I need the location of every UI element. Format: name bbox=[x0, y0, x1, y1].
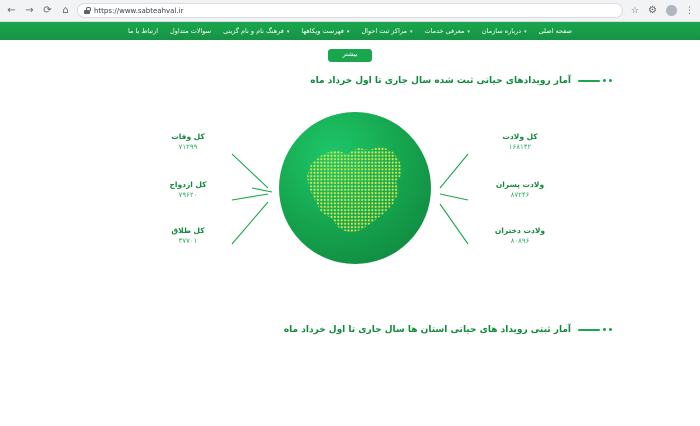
chevron-down-icon: ▾ bbox=[467, 29, 470, 35]
stat-label: ولادت دختران bbox=[494, 225, 546, 235]
chevron-down-icon: ▾ bbox=[524, 29, 527, 35]
forward-arrow-icon[interactable]: → bbox=[25, 5, 34, 16]
kebab-menu-icon[interactable]: ⋮ bbox=[685, 5, 694, 16]
nav-item-registration-centers[interactable] bbox=[355, 22, 418, 40]
nav-label: معرفی خدمات bbox=[424, 27, 465, 35]
nav-item-faq[interactable] bbox=[164, 22, 217, 40]
browser-toolbar bbox=[0, 0, 700, 22]
stat-label: کل وفات bbox=[171, 131, 205, 141]
back-arrow-icon[interactable]: ← bbox=[7, 5, 16, 16]
stat-label: کل ازدواج bbox=[169, 179, 207, 189]
address-bar[interactable] bbox=[77, 3, 623, 18]
stat-value: ۷۱۲۹۹ bbox=[178, 143, 198, 151]
stat-value: ۸۷۲۴۶ bbox=[510, 191, 530, 199]
stat-value: ۱۶۸۱۴۲ bbox=[508, 143, 532, 151]
stat-value: ۳۷۷۰۱ bbox=[178, 237, 198, 245]
chevron-down-icon: ▾ bbox=[286, 29, 290, 35]
stat-value: ۷۹۶۲۰ bbox=[178, 191, 198, 199]
star-icon[interactable]: ☆ bbox=[630, 5, 639, 16]
stat-value: ۸۰۸۹۶ bbox=[510, 237, 530, 245]
stat-total-divorces bbox=[148, 226, 228, 247]
nav-item-home[interactable] bbox=[533, 22, 578, 40]
section-title: آمار ثبتی رویداد های حیاتی استان ها سال جاری تا اول خرداد ماه bbox=[283, 324, 571, 335]
stat-male-births bbox=[480, 180, 560, 201]
nav-label: فهرست ویکاهها bbox=[301, 27, 344, 35]
stat-total-marriages bbox=[148, 180, 228, 201]
stat-label: کل طلاق bbox=[171, 225, 205, 235]
toolbar-right-actions bbox=[631, 5, 694, 16]
more-button-row bbox=[0, 49, 700, 62]
nav-item-services[interactable] bbox=[419, 22, 476, 40]
lock-icon bbox=[84, 7, 90, 14]
navigation-buttons bbox=[6, 5, 71, 16]
nav-item-about[interactable] bbox=[476, 22, 533, 40]
puzzle-icon[interactable]: ⚙ bbox=[648, 5, 657, 16]
globe-graphic bbox=[279, 112, 431, 264]
site-navigation bbox=[0, 22, 700, 40]
heading-decoration-icon bbox=[578, 79, 612, 82]
section-title: آمار رویدادهای حیاتی ثبت شده سال جاری تا اول خرداد ماه bbox=[310, 75, 571, 86]
nav-label: مراکز ثبت احوال bbox=[361, 27, 407, 35]
avatar-icon[interactable] bbox=[666, 5, 677, 16]
nav-item-contact[interactable] bbox=[122, 22, 164, 40]
stat-total-births bbox=[480, 132, 560, 153]
province-stats-heading bbox=[0, 325, 700, 335]
stat-female-births bbox=[480, 226, 560, 247]
stat-label: ولادت پسران bbox=[495, 179, 545, 189]
chevron-down-icon: ▾ bbox=[410, 29, 413, 35]
nav-item-list[interactable] bbox=[295, 22, 355, 40]
chevron-down-icon: ▾ bbox=[346, 29, 350, 35]
nav-label: ارتباط با ما bbox=[127, 27, 159, 35]
home-icon[interactable]: ⌂ bbox=[62, 5, 69, 16]
stat-total-deaths bbox=[148, 132, 228, 153]
nav-item-name-culture[interactable] bbox=[217, 22, 295, 40]
nav-label: سوالات متداول bbox=[170, 27, 212, 35]
nav-label: فرهنگ نام و نام گزینی bbox=[223, 27, 284, 35]
iran-map-icon bbox=[303, 134, 409, 244]
page-content bbox=[0, 22, 700, 426]
vital-stats-infographic bbox=[0, 92, 700, 317]
nav-label: صفحه اصلی bbox=[538, 27, 573, 35]
stat-label: کل ولادت bbox=[502, 131, 538, 141]
reload-icon[interactable]: ⟳ bbox=[43, 5, 52, 16]
more-button[interactable]: بیشتر bbox=[328, 49, 371, 62]
url-text: https://www.sabteahval.ir bbox=[94, 6, 184, 15]
vital-stats-heading bbox=[0, 76, 700, 86]
heading-decoration-icon bbox=[578, 328, 612, 331]
nav-label: درباره سازمان bbox=[481, 27, 522, 35]
